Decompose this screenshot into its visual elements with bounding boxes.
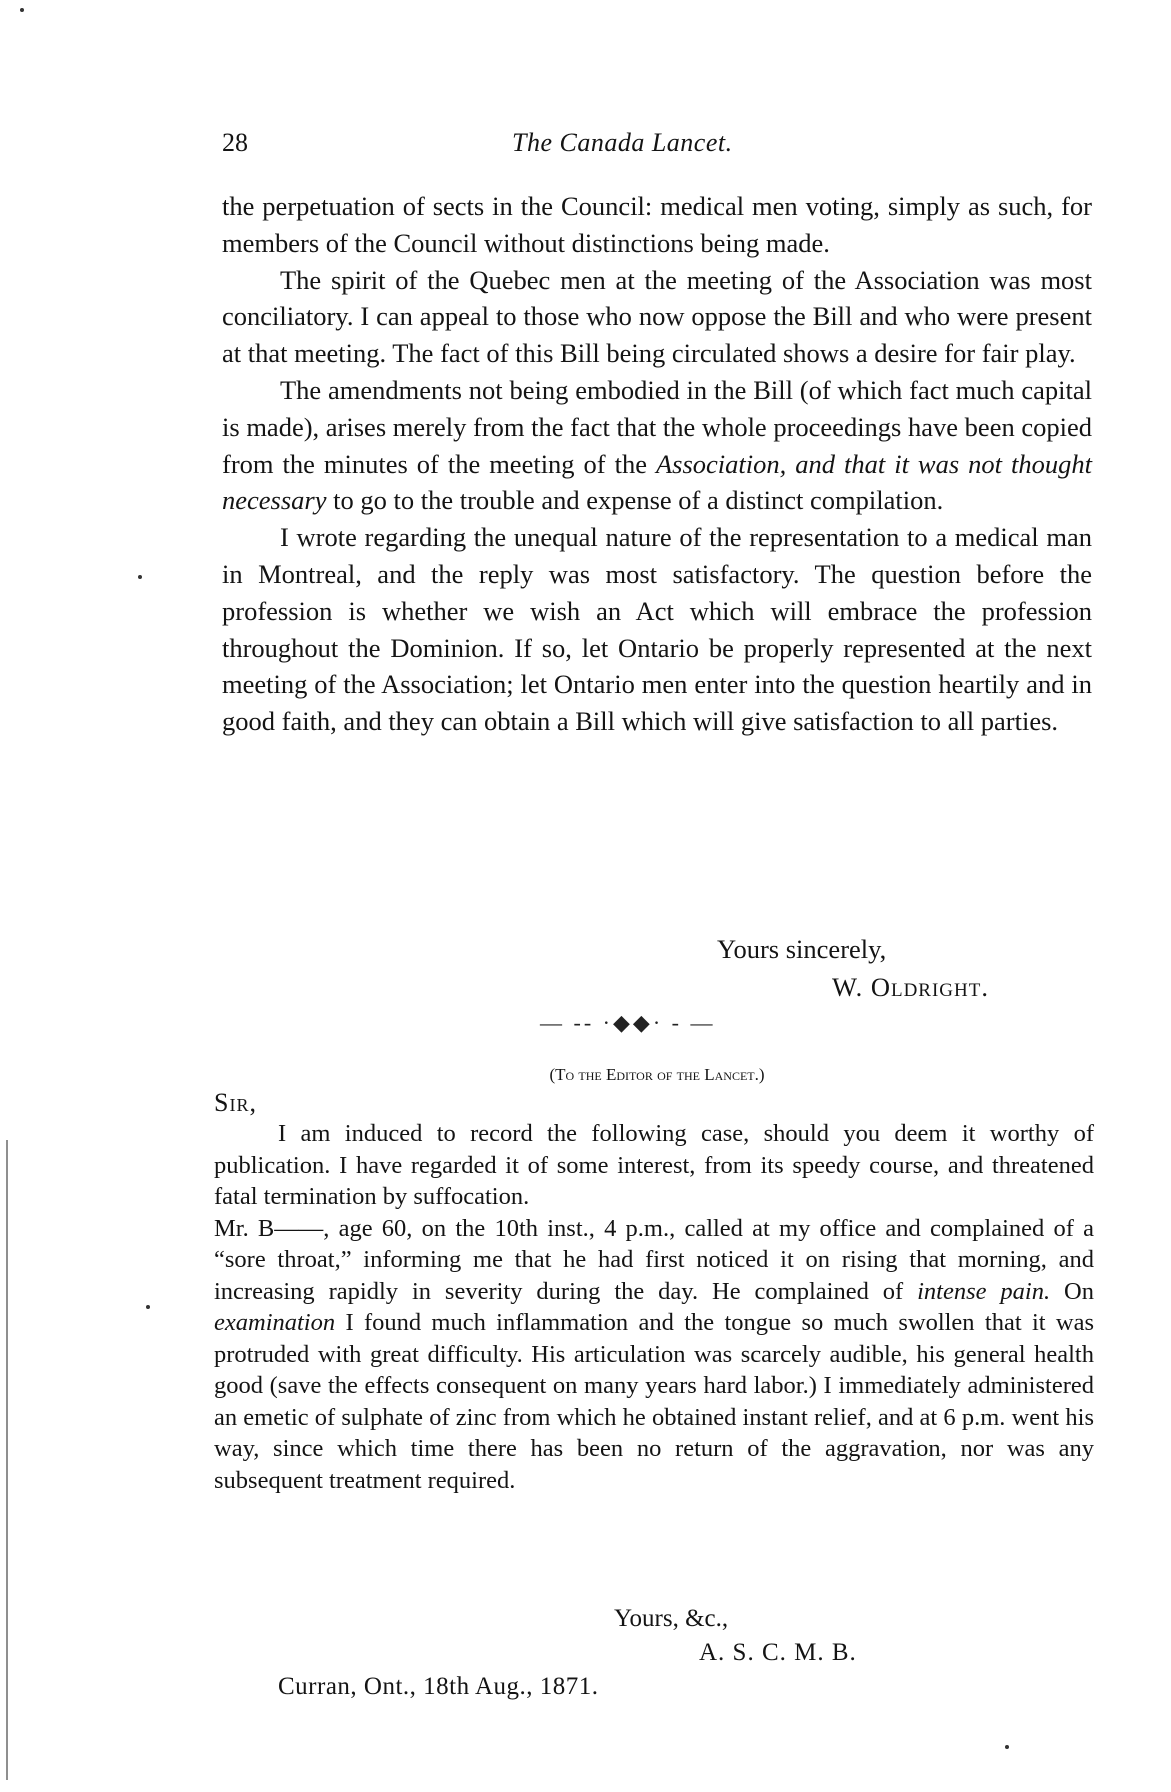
scan-speck <box>138 575 142 579</box>
scan-speck <box>20 8 24 12</box>
letter-one-paragraph-1: the perpetuation of sects in the Council: medical men voting, simply as such, for members of the Council without distinctions being made. <box>222 191 1092 258</box>
running-head <box>222 128 1092 164</box>
paragraph-2-italic-exam: examination <box>214 1309 336 1336</box>
letter-two-paragraph-2 <box>214 1213 1094 1497</box>
paragraph-2-italic-pain: intense pain. <box>917 1277 1051 1305</box>
paragraph-2-text-c: I found much inflammation and the tongue so much swollen that it was protruded with great difficulty. His articulation was scarcely audible, his general health good (save the effects consequent on many years hard labor.) I immediately administered an emetic of sulphate of zinc from which he obtained instant relief, and at 6 p.m. went his way, since which time there has been no return of the aggravation, nor was any subsequent treatment required. <box>214 1309 1094 1494</box>
letter-two-paragraph-1: I am induced to record the following case, should you deem it worthy of publication. I have regarded it of some interest, from its speedy course, and threatened fatal termination by suffocation. <box>214 1120 1094 1210</box>
letter-two-place-date: Curran, Ont., 18th Aug., 1871. <box>278 1673 599 1700</box>
letter-two-closing <box>214 1602 1094 1704</box>
section-divider: — -- ·◆◆· - — <box>540 1010 716 1035</box>
letter-one-paragraph-3 <box>222 372 1092 519</box>
letter-one-paragraph-2: The spirit of the Quebec men at the meeting of the Association was most conciliatory. I can appeal to those who now oppose the Bill and who were present at that meeting. The fact of this Bill being circulated shows a desire for fair play. <box>222 264 1092 369</box>
paragraph-2-text-b: On <box>1050 1277 1094 1305</box>
letter-two-valediction: Yours, &c., <box>614 1605 729 1632</box>
paragraph-3-text: The amendments not being embodied in the Bill (of which fact much capital is made), arises merely from the fact that the whole proceedings have been copied from the minutes of the meeting of the <box>222 374 1092 479</box>
paragraph-3-tail: to go to the trouble and expense of a distinct compilation. <box>326 485 944 516</box>
letter-one-paragraph-4: I wrote regarding the unequal nature of the representation to a medical man in Montreal, and the reply was most satisfactory. The question before the profession is whether we wish an Act which will embrace the profession throughout the Dominion. If so, let Ontario be properly represented at the next meeting of the Association; let Ontario men enter into the question heartily and in good faith, and they can obtain a Bill which will give satisfaction to all parties. <box>222 522 1092 737</box>
scan-margin-line <box>6 1140 8 1780</box>
journal-title: The Canada Lancet. <box>512 128 733 157</box>
scan-speck <box>1005 1745 1009 1749</box>
letter-one-signature: W. Oldright. <box>832 972 989 1002</box>
salutation: Sir, <box>214 1088 257 1117</box>
editor-heading: (To the Editor of the Lancet.) <box>549 1065 765 1084</box>
page-number: 28 <box>222 128 248 157</box>
letter-two-body <box>214 1118 1094 1496</box>
scan-speck <box>146 1305 150 1309</box>
letter-one-valediction: Yours sincerely, <box>717 934 887 964</box>
letter-one-body <box>222 188 1092 740</box>
letter-two-signature: A. S. C. M. B. <box>699 1639 857 1666</box>
paragraph-3-italic: Association, and that it was not thought necessary <box>222 448 1092 516</box>
letter-one-closing <box>222 930 1092 1006</box>
paragraph-2-text-a: Mr. B——, age 60, on the 10th inst., 4 p.m., called at my office and complained of a “sore throat,” informing me that he had first noticed it on rising that morning, and increasing rapidly in severity during the day. He complained of <box>214 1214 1094 1305</box>
